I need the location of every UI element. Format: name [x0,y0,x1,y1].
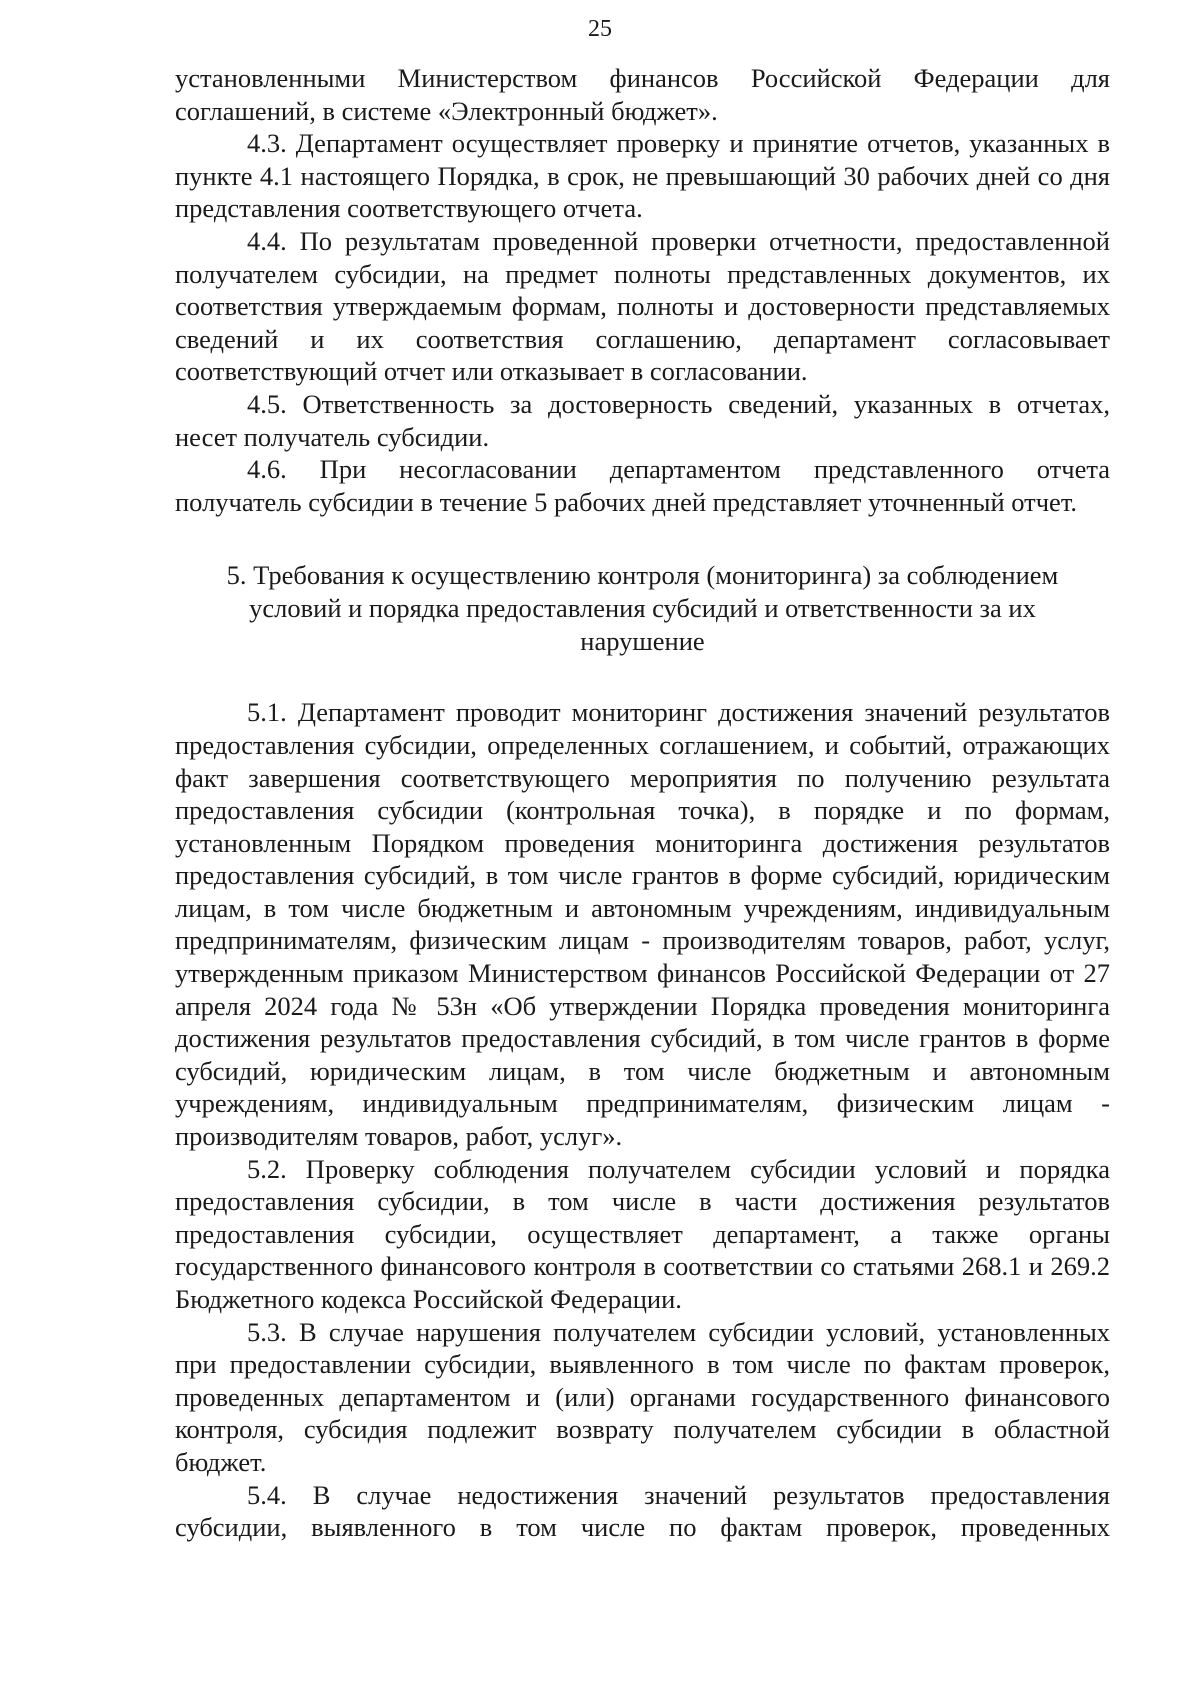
section-heading-line-3: нарушение [580,626,705,657]
section-5-heading [175,559,1110,658]
paragraph-5-3: 5.3. В случае нарушения получателем субсидии условий, установленных при предоставлении субсидии, выявленного в том числе по фактам проверок, проведенных департаментом и (или) органами государственного финансового контроля, субсидия подлежит возврату получателем субсидии в областной бюджет. [175,1316,1110,1477]
paragraph-continuation: установленными Министерством финансов Российской Федерации для соглашений, в системе «Электронный бюджет». [175,63,1110,126]
section-heading-line-1: 5. Требования к осуществлению контроля (мониторинга) за соблюдением [226,560,1059,591]
paragraph-5-4: 5.4. В случае недостижения значений результатов предоставления субсидии, выявленного в том числе по фактам проверок, проведенных [175,1479,1110,1543]
section-heading-line-2: условий и порядка предоставления субсидий и ответственности за их [249,593,1036,624]
paragraph-5-1: 5.1. Департамент проводит мониторинг достижения значений результатов предоставления субсидии, определенных соглашением, и событий, отражающих факт завершения соответствующего мероприятия по получению результата предоставления субсидии (контрольная точка), в порядке и по формам, установленным Порядком проведения мониторинга достижения результатов предоставления субсидий, в том числе грантов в форме субсидий, юридическим лицам, в том числе бюджетным и автономным учреждениям, индивидуальным предпринимателям, физическим лицам - производителям товаров, работ, услуг, утвержденным приказом Министерством финансов Российской Федерации от 27 апреля 2024 года № 53н «Об утверждении Порядка проведения мониторинга достижения результатов предоставления субсидий, в том числе грантов в форме субсидий, юридическим лицам, в том числе бюджетным и автономным учреждениям, индивидуальным предпринимателям, физическим лицам - производителям товаров, работ, услуг». [175,697,1110,1152]
paragraph-5-2: 5.2. Проверку соблюдения получателем субсидии условий и порядка предоставления субсидии, в том числе в части достижения результатов предоставления субсидии, осуществляет департамент, а также органы государственного финансового контроля в соответствии со статьями 268.1 и 269.2 Бюджетного кодекса Российской Федерации. [175,1153,1110,1314]
page-number: 25 [588,16,612,42]
paragraph-4-3: 4.3. Департамент осуществляет проверку и принятие отчетов, указанных в пункте 4.1 настоящего Порядка, в срок, не превышающий 30 рабочих дней со дня представления соответствующего отчета. [175,128,1110,224]
document-body [175,62,1110,1544]
paragraph-4-5: 4.5. Ответственность за достоверность сведений, указанных в отчетах, несет получатель субсидии. [175,388,1110,452]
paragraph-4-4: 4.4. По результатам проведенной проверки отчетности, предоставленной получателем субсидии, на предмет полноты представленных документов, их соответствия утверждаемым формам, полноты и достоверности представляемых сведений и их соответствия соглашению, департамент согласовывает соответствующий отчет или отказывает в согласовании. [175,225,1110,387]
paragraph-4-6: 4.6. При несогласовании департаментом представленного отчета получатель субсидии в течение 5 рабочих дней представляет уточненный отчет. [175,454,1110,517]
